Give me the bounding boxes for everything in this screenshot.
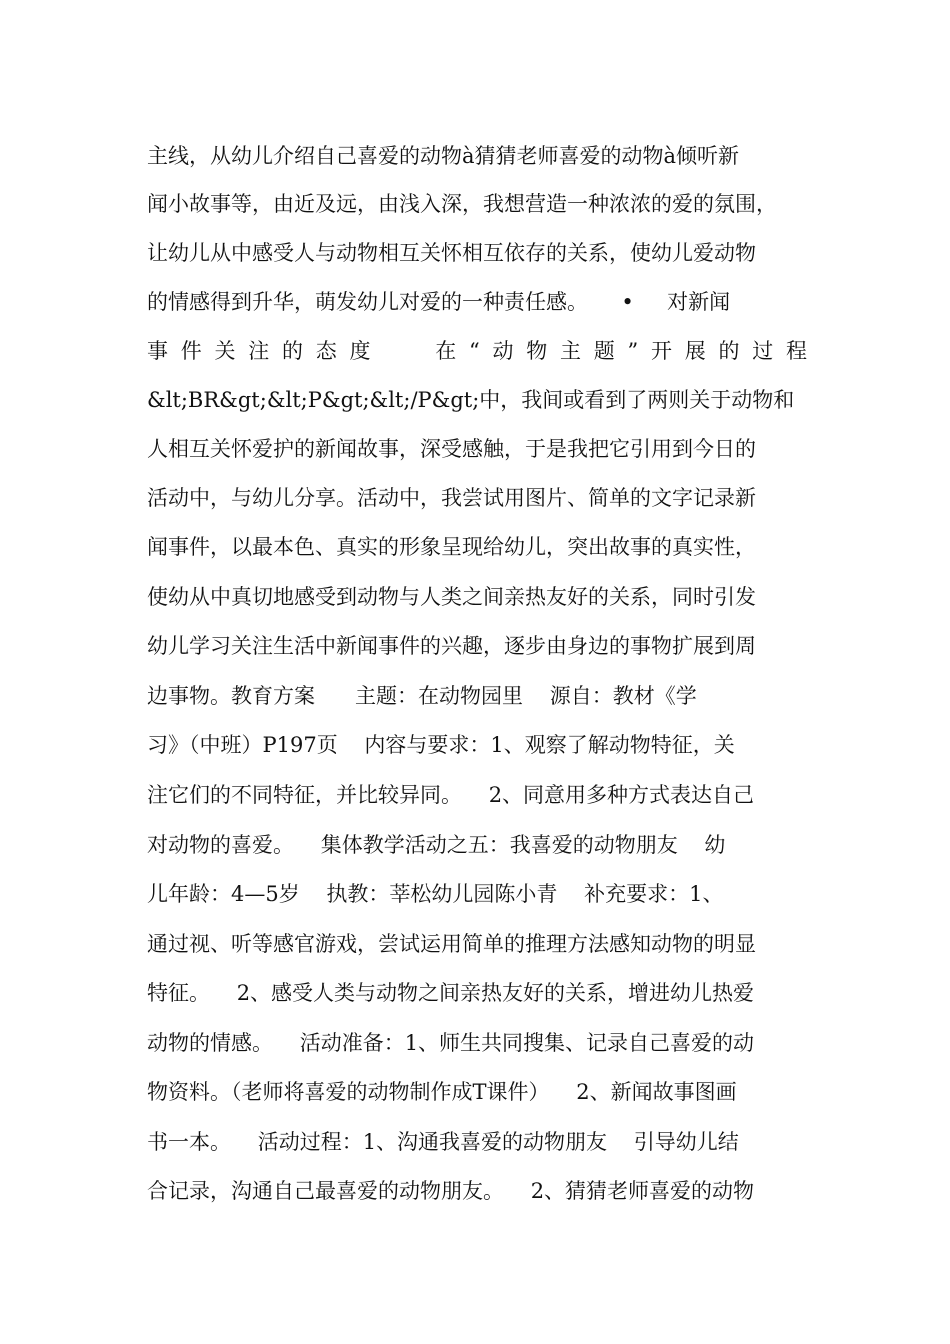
text-line-8: 活动中，与幼儿分享。活动中，我尝试用图片、简单的文字记录新 (147, 486, 756, 510)
text-line-12: 边事物。教育方案 主题：在动物园里 源自：教材《学 (147, 684, 697, 708)
text-line-17: 通过视、听等感官游戏，尝试运用简单的推理方法感知动物的明显 (147, 932, 756, 956)
spread-word: 动 (492, 339, 514, 363)
text-line-11: 幼儿学习关注生活中新闻事件的兴趣，逐步由身边的事物扩展到周 (147, 634, 756, 658)
text-line-14: 注它们的不同特征，并比较异同。 2、同意用多种方式表达自己 (147, 783, 755, 807)
text-line-19: 动物的情感。 活动准备：1、师生共同搜集、记录自己喜爱的动 (147, 1031, 755, 1055)
spread-word: 件 (180, 339, 202, 363)
spread-word: 态 (315, 339, 337, 363)
spread-word: ” (627, 339, 639, 363)
spread-word: 的 (718, 339, 740, 363)
text-line-13: 习》（中班）P197页 内容与要求：1、观察了解动物特征，关 (147, 733, 735, 757)
text-line-3: 让幼儿从中感受人与动物相互关怀相互依存的关系，使幼儿爱动物 (147, 241, 756, 265)
text-line-15: 对动物的喜爱。 集体教学活动之五：我喜爱的动物朋友 幼 (147, 833, 726, 857)
spread-word: 度 (349, 339, 371, 363)
spread-word: 主 (560, 339, 581, 363)
spread-word: 开 (651, 339, 672, 363)
spread-word: 关 (214, 339, 236, 363)
text-line-6: &lt;BR&gt;&lt;P&gt;&lt;/P&gt;中，我间或看到了两则关于动物和 (147, 388, 795, 412)
text-line-9: 闻事件，以最本色、真实的形象呈现给幼儿，突出故事的真实性， (147, 535, 756, 559)
spread-word: 展 (684, 339, 706, 363)
text-line-7: 人相互关怀爱护的新闻故事，深受感触，于是我把它引用到今日的 (147, 437, 756, 461)
text-line-2: 闻小故事等，由近及远，由浅入深，我想营造一种浓浓的爱的氛围， (147, 192, 777, 216)
text-line-1: 主线，从幼儿介绍自己喜爱的动物à猜猜老师喜爱的动物à倾听新 (147, 144, 740, 168)
text-line-5-spread (147, 331, 807, 371)
text-line-18: 特征。 2、感受人类与动物之间亲热友好的关系，增进幼儿热爱 (147, 981, 755, 1005)
spread-word: 事 (147, 339, 168, 363)
text-line-10: 使幼从中真切地感受到动物与人类之间亲热友好的关系，同时引发 (147, 585, 756, 609)
spread-word: 题 (593, 339, 615, 363)
text-line-20: 物资料。（老师将喜爱的动物制作成T课件） 2、新闻故事图画 (147, 1080, 737, 1104)
text-line-16: 儿年龄：4—5岁 执教：莘松幼儿园陈小青 补充要求：1、 (147, 882, 724, 906)
text-line-21: 书一本。 活动过程：1、沟通我喜爱的动物朋友 引导幼儿结 (147, 1130, 739, 1154)
text-line-22: 合记录，沟通自己最喜爱的动物朋友。 2、猜猜老师喜爱的动物 (147, 1179, 755, 1203)
spread-word: 过 (752, 339, 774, 363)
spread-word: 程 (786, 339, 807, 363)
spread-word: 在 (435, 339, 457, 363)
spread-word: “ (469, 339, 480, 363)
spread-word: 的 (282, 339, 303, 363)
spread-word: 物 (526, 339, 548, 363)
spread-word: 注 (248, 339, 270, 363)
text-line-4: 的情感得到升华，萌发幼儿对爱的一种责任感。 • 对新闻 (147, 290, 731, 314)
